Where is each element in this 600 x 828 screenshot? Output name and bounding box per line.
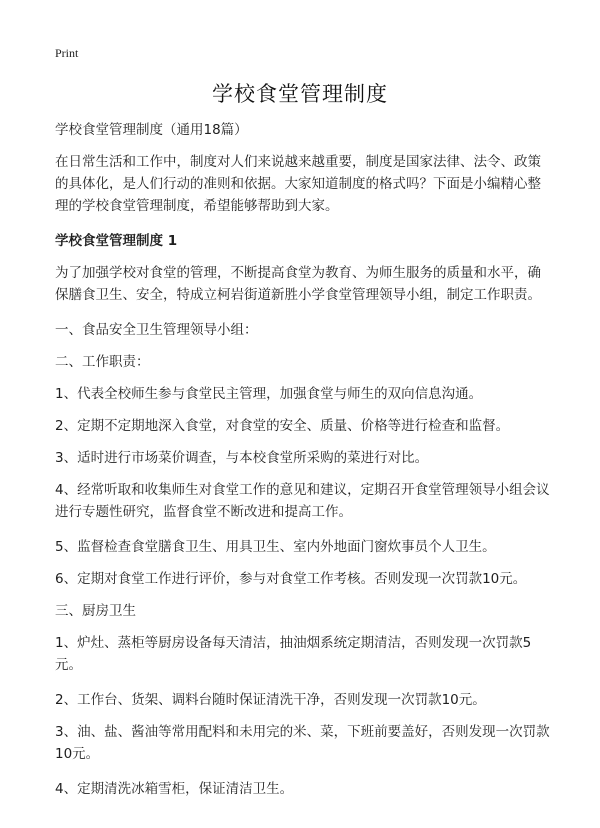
list-item: 4、定期清洗冰箱雪柜，保证清洁卫生。 <box>55 781 294 797</box>
paragraph: 学校食堂管理制度（通用18篇） <box>55 122 248 138</box>
print-link[interactable]: Print <box>55 46 79 60</box>
document-body <box>55 119 550 810</box>
paragraph: 一、食品安全卫生管理领导小组： <box>55 322 258 338</box>
section-heading: 学校食堂管理制度 1 <box>55 233 178 249</box>
paragraph: 为了加强学校对食堂的管理，不断提高食堂为教育、为师生服务的质量和水平，确保膳食卫生、安全，特成立柯岩街道新胜小学食堂管理领导小组，制定工作职责。 <box>55 265 541 303</box>
list-item: 2、定期不定期地深入食堂，对食堂的安全、质量、价格等进行检查和监督。 <box>55 418 510 434</box>
paragraph: 三、厨房卫生 <box>55 603 136 619</box>
list-item: 5、监督检查食堂膳食卫生、用具卫生、室内外地面门窗炊事员个人卫生。 <box>55 539 496 555</box>
list-item: 6、定期对食堂工作进行评价，参与对食堂工作考核。否则发现一次罚款10元。 <box>55 571 527 587</box>
list-item: 3、适时进行市场菜价调查，与本校食堂所采购的菜进行对比。 <box>55 450 429 466</box>
list-item: 4、经常听取和收集师生对食堂工作的意见和建议，定期召开食堂管理领导小组会议进行专题性研究，监督食堂不断改进和提高工作。 <box>55 482 550 520</box>
list-item: 2、工作台、货架、调料台随时保证清洗干净，否则发现一次罚款10元。 <box>55 692 486 708</box>
document-title: 学校食堂管理制度 <box>212 82 388 106</box>
list-item: 1、炉灶、蒸柜等厨房设备每天清洁，抽油烟系统定期清洁，否则发现一次罚款5元。 <box>55 635 532 673</box>
paragraph: 二、工作职责： <box>55 354 150 370</box>
list-item: 3、油、盐、酱油等常用配料和未用完的米、菜，下班前要盖好，否则发现一次罚款10元。 <box>55 724 550 762</box>
list-item: 1、代表全校师生参与食堂民主管理，加强食堂与师生的双向信息沟通。 <box>55 386 483 402</box>
paragraph: 在日常生活和工作中，制度对人们来说越来越重要，制度是国家法律、法令、政策的具体化，是人们行动的准则和依据。大家知道制度的格式吗？下面是小编精心整理的学校食堂管理制度，希望能够帮助到大家。 <box>55 154 541 214</box>
